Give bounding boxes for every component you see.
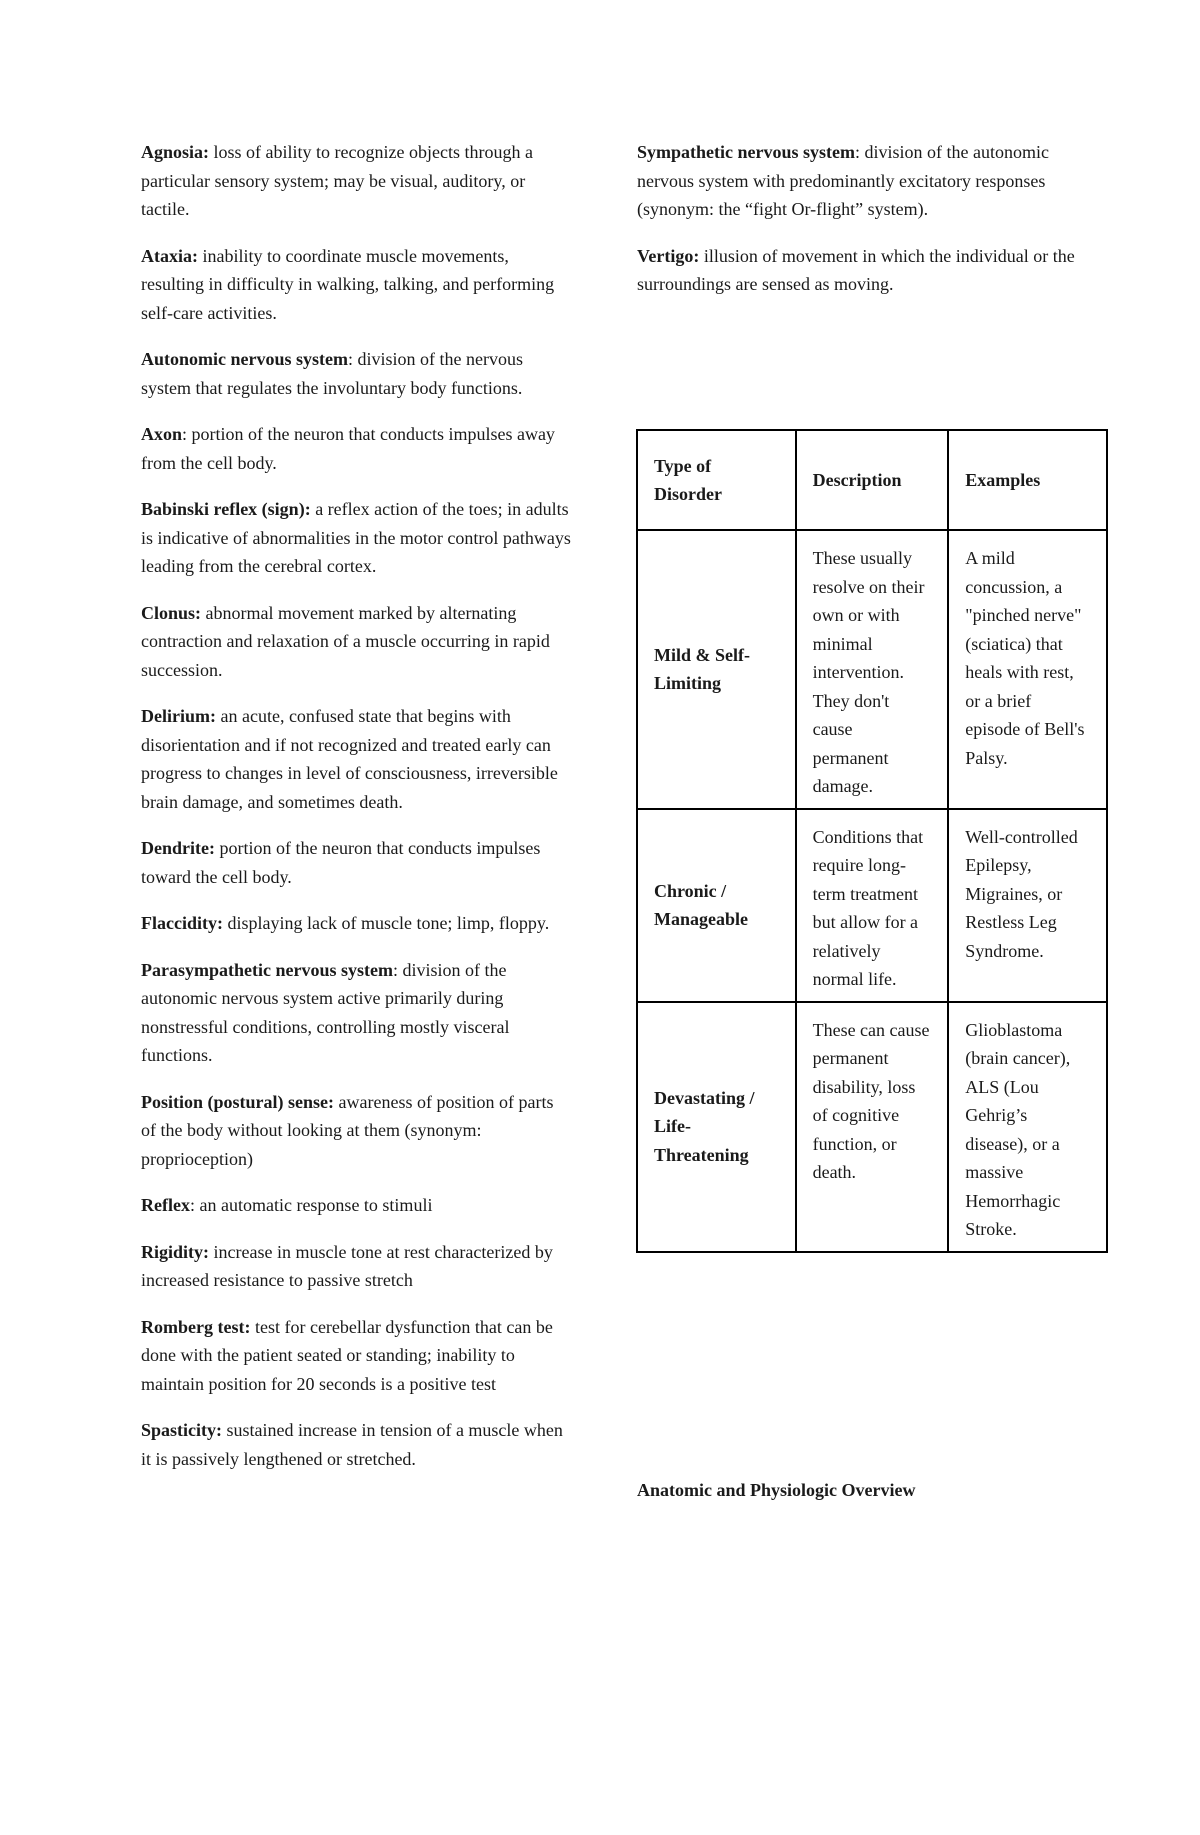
table-row [637,530,1107,809]
definition-text: loss of ability to recognize objects through a particular sensory system; may be visual, auditory, or tactile. [141,142,533,219]
definition-text: : an automatic response to stimuli [189,1195,433,1215]
definition-term: Clonus: [141,602,202,623]
definition-term: Delirium: [141,706,216,726]
description-cell: These usually resolve on their own or with minimal intervention. They don't cause permanent damage. [796,530,949,809]
definition-position-sense [141,1088,571,1174]
definition-text: an acute, confused state that begins with disorientation and if not recognized and treated early can progress to changes in level of consciousness, irreversible brain damage, and sometimes death. [141,706,558,812]
definition-rigidity [141,1238,571,1295]
definition-dendrite [141,834,571,891]
examples-cell: Well-controlled Epilepsy, Migraines, or Restless Leg Syndrome. [948,809,1107,1002]
column-header-examples: Examples [948,430,1107,530]
description-cell: These can cause permanent disability, loss of cognitive function, or death. [796,1002,949,1252]
examples-cell: A mild concussion, a "pinched nerve" (sciatica) that heals with rest, or a brief episode of Bell's Palsy. [948,530,1107,809]
definition-term: Romberg test: [141,1316,251,1337]
disorder-type-cell: Mild & Self-Limiting [637,530,796,809]
definition-delirium [141,702,571,816]
definition-text: displaying lack of muscle tone; limp, floppy. [222,913,550,933]
definition-parasympathetic-nervous-system [141,956,571,1070]
definition-term: Spasticity: [141,1420,222,1440]
section-heading: Anatomic and Physiologic Overview [637,1480,916,1500]
definition-term: Dendrite: [141,838,215,858]
definition-axon [141,420,571,477]
description-cell: Conditions that require long-term treatment but allow for a relatively normal life. [796,809,949,1002]
definition-text: sustained increase in tension of a muscle when it is passively lengthened or stretched. [141,1420,563,1469]
column-header-description: Description [796,430,949,530]
definition-vertigo [637,242,1107,299]
definition-text: : division of the autonomic nervous system active primarily during nonstressful conditions, controlling mostly visceral functions. [141,959,510,1065]
definition-spasticity [141,1416,571,1473]
definition-term: Position (postural) sense: [141,1091,334,1112]
definition-flaccidity [141,909,571,938]
definition-text: illusion of movement in which the individual or the surroundings are sensed as moving. [637,245,1075,294]
definition-clonus [141,599,571,685]
table-row [637,1002,1107,1252]
definition-ataxia [141,242,571,328]
definition-term: Reflex [141,1195,190,1215]
definition-text: a reflex action of the toes; in adults is indicative of abnormalities in the motor control pathways leading from the cerebral cortex. [141,499,571,576]
definition-romberg-test [141,1313,571,1399]
definition-text: awareness of position of parts of the body without looking at them (synonym: proprioception) [141,1091,554,1169]
disorder-type-cell: Chronic / Manageable [637,809,796,1002]
definition-term: Babinski reflex (sign): [141,499,311,519]
definition-text: test for cerebellar dysfunction that can be done with the patient seated or standing; inability to maintain position for 20 seconds is a positive test [141,1316,553,1394]
definition-babinski-reflex [141,495,571,581]
definition-text: : portion of the neuron that conducts impulses away from the cell body. [141,424,555,473]
definition-text: increase in muscle tone at rest characterized by increased resistance to passive stretch [141,1241,553,1290]
examples-cell: Glioblastoma (brain cancer), ALS (Lou Gehrig’s disease), or a massive Hemorrhagic Stroke. [948,1002,1107,1252]
column-header-type: Type of Disorder [637,430,796,530]
table-header-row [637,430,1107,530]
definition-term: Ataxia: [141,245,198,266]
definition-term: Autonomic nervous system [141,349,348,369]
definition-term: Parasympathetic nervous system [141,959,393,980]
definition-term: Sympathetic nervous system [637,142,855,162]
disorder-types-table [636,429,1108,1253]
definition-term: Rigidity: [141,1241,210,1262]
definition-autonomic-nervous-system [141,345,571,402]
definition-text: portion of the neuron that conducts impulses toward the cell body. [141,838,541,887]
definition-term: Agnosia: [141,142,210,162]
definition-term: Axon [141,424,183,444]
table-row [637,809,1107,1002]
definition-sympathetic-nervous-system [637,138,1107,224]
definition-text: : division of the nervous system that regulates the involuntary body functions. [141,349,523,398]
left-definitions-column [141,138,571,1491]
definition-term: Flaccidity: [141,913,223,933]
definition-text: abnormal movement marked by alternating contraction and relaxation of a muscle occurring in rapid succession. [141,602,550,680]
definition-text: : division of the autonomic nervous system with predominantly excitatory responses (synonym: the “fight Or-flight” system). [637,142,1049,219]
definition-agnosia [141,138,571,224]
definition-term: Vertigo: [637,245,700,266]
definition-text: inability to coordinate muscle movements, resulting in difficulty in walking, talking, and performing self-care activities. [141,245,555,323]
disorder-type-cell: Devastating / Life-Threatening [637,1002,796,1252]
right-definitions-column [637,138,1107,317]
definition-reflex [141,1191,571,1220]
